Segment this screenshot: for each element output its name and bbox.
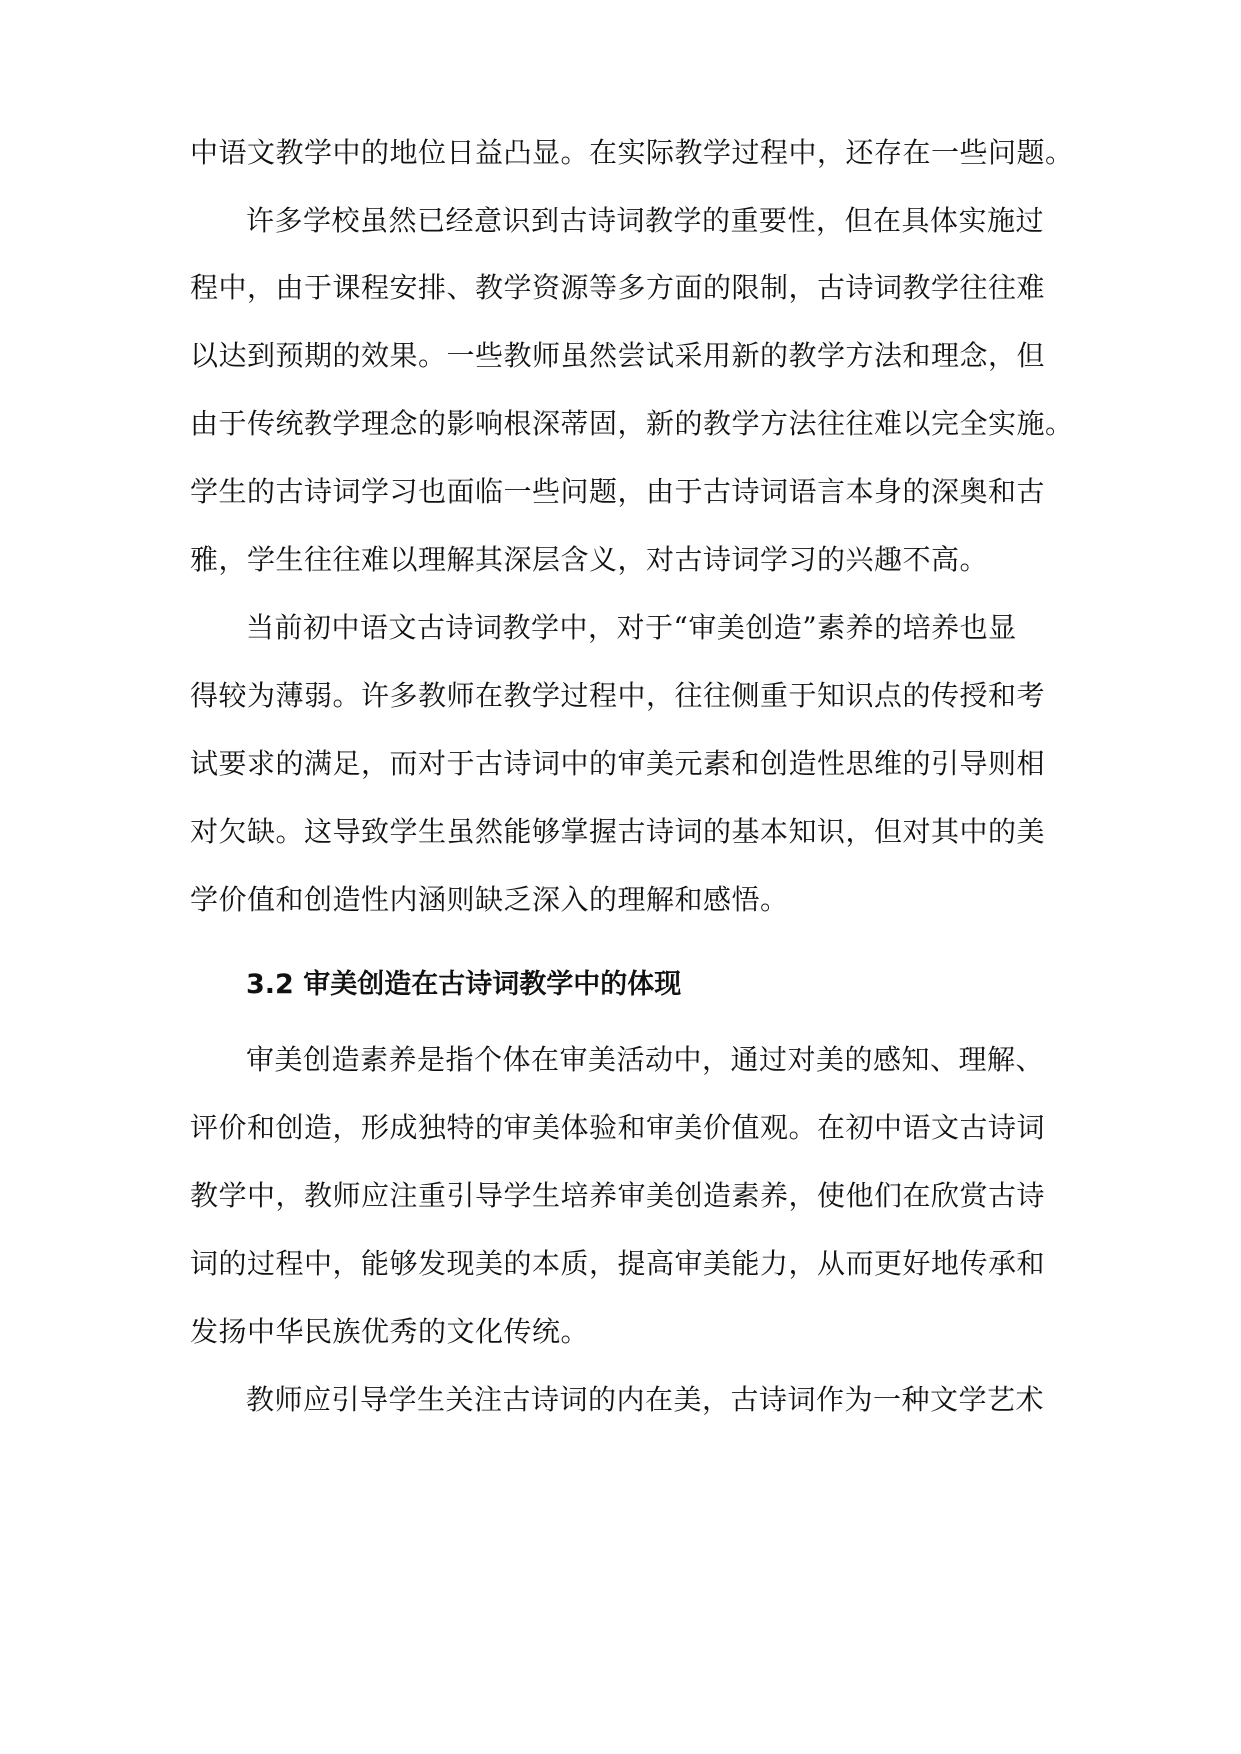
text-line: 以达到预期的效果。一些教师虽然尝试采用新的教学方法和理念，但	[190, 339, 1046, 372]
text-line: 许多学校虽然已经意识到古诗词教学的重要性，但在具体实施过	[246, 204, 1045, 237]
text-line: 对欠缺。这导致学生虽然能够掌握古诗词的基本知识，但对其中的美	[190, 815, 1046, 848]
text-line: 审美创造素养是指个体在审美活动中，通过对美的感知、理解、	[246, 1043, 1045, 1076]
text-line: 词的过程中，能够发现美的本质，提高审美能力，从而更好地传承和	[190, 1247, 1046, 1280]
text-line: 发扬中华民族优秀的文化传统。	[190, 1315, 590, 1348]
text-line: 由于传统教学理念的影响根深蒂固，新的教学方法往往难以完全实施。	[190, 407, 1074, 440]
text-line: 教学中，教师应注重引导学生培养审美创造素养，使他们在欣赏古诗	[190, 1179, 1046, 1212]
text-line: 学价值和创造性内涵则缺乏深入的理解和感悟。	[190, 883, 789, 916]
text-line: 当前初中语文古诗词教学中，对于“审美创造”素养的培养也显	[246, 611, 1017, 644]
text-line: 雅，学生往往难以理解其深层含义，对古诗词学习的兴趣不高。	[190, 543, 989, 576]
section-heading: 3.2 审美创造在古诗词教学中的体现	[246, 969, 682, 1000]
text-line: 试要求的满足，而对于古诗词中的审美元素和创造性思维的引导则相	[190, 747, 1046, 780]
text-line: 程中，由于课程安排、教学资源等多方面的限制，古诗词教学往往难	[190, 271, 1046, 304]
text-line: 中语文教学中的地位日益凸显。在实际教学过程中，还存在一些问题。	[190, 136, 1074, 169]
text-line: 教师应引导学生关注古诗词的内在美，古诗词作为一种文学艺术	[246, 1383, 1045, 1416]
text-line: 学生的古诗词学习也面临一些问题，由于古诗词语言本身的深奥和古	[190, 475, 1046, 508]
text-line: 得较为薄弱。许多教师在教学过程中，往往侧重于知识点的传授和考	[190, 679, 1046, 712]
text-line: 评价和创造，形成独特的审美体验和审美价值观。在初中语文古诗词	[190, 1111, 1046, 1144]
